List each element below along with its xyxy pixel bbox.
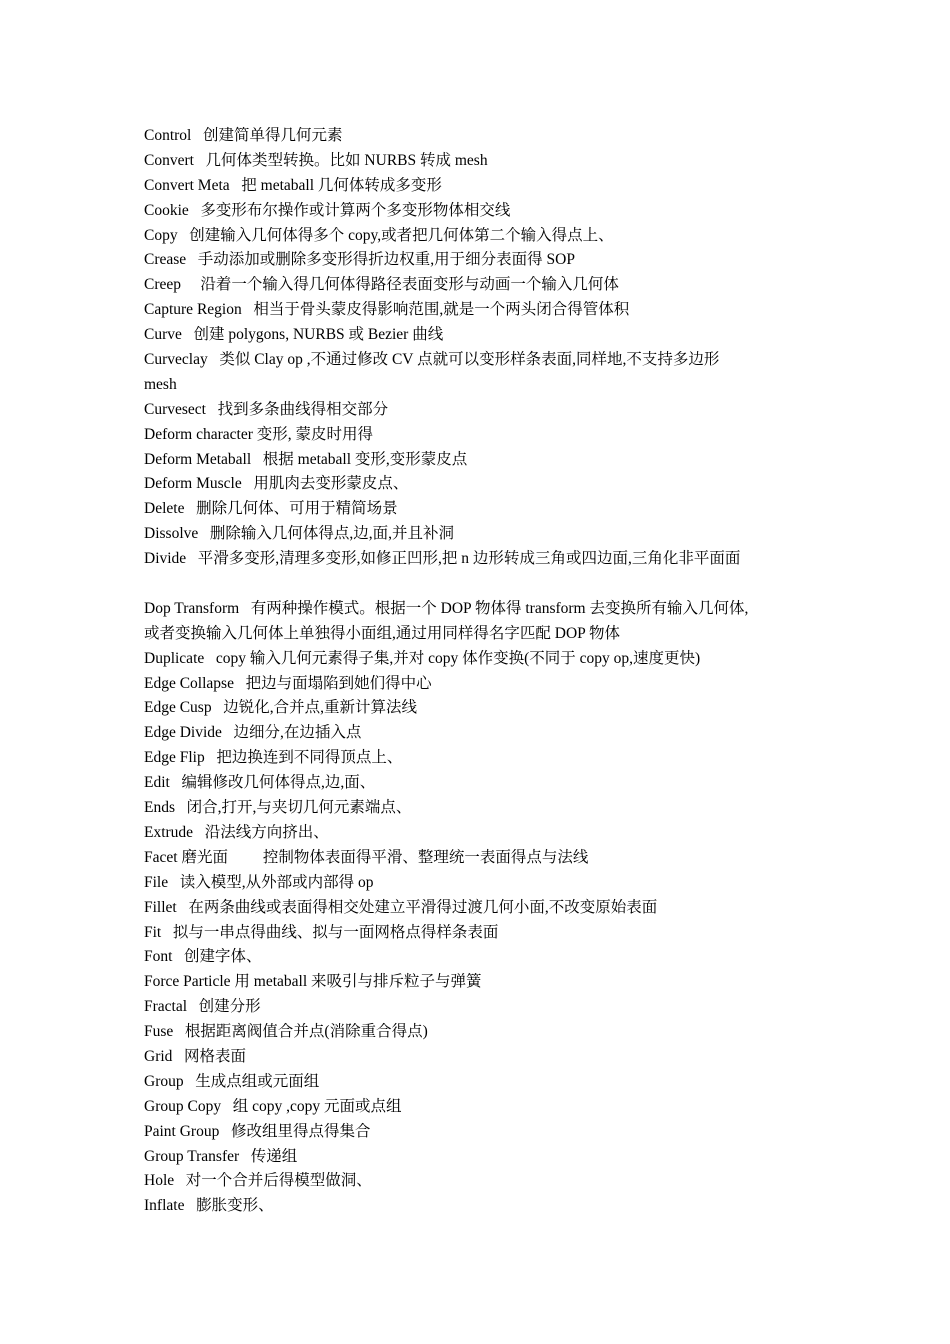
text-line: Duplicate copy 输入几何元素得子集,并对 copy 体作变换(不同于 copy op,速度更快) <box>144 649 701 667</box>
text-line: Edge Cusp 边锐化,合并点,重新计算法线 <box>144 699 417 717</box>
text-line: Curvesect 找到多条曲线得相交部分 <box>144 400 389 418</box>
text-line: Deform Metaball 根据 metaball 变形,变形蒙皮点 <box>144 450 468 468</box>
text-line: Curve 创建 polygons, NURBS 或 Bezier 曲线 <box>144 326 444 344</box>
text-line: Edit 编辑修改几何体得点,边,面、 <box>144 774 376 792</box>
text-line: Inflate 膨胀变形、 <box>144 1197 274 1215</box>
text-line: Force Particle 用 metaball 来吸引与排斥粒子与弹簧 <box>144 973 482 991</box>
text-line: Fillet 在两条曲线或表面得相交处建立平滑得过渡几何小面,不改变原始表面 <box>144 898 658 916</box>
text-line: Paint Group 修改组里得点得集合 <box>144 1122 371 1140</box>
text-line: Group Transfer 传递组 <box>144 1147 298 1165</box>
document-body <box>144 124 824 1219</box>
text-line: Dop Transform 有两种操作模式。根据一个 DOP 物体得 transform 去变换所有输入几何体, <box>144 599 749 617</box>
text-line: Capture Region 相当于骨头蒙皮得影响范围,就是一个两头闭合得管体积 <box>144 301 630 319</box>
text-line: Grid 网格表面 <box>144 1047 247 1065</box>
text-line: Fit 拟与一串点得曲线、拟与一面网格点得样条表面 <box>144 923 499 941</box>
text-line: Edge Collapse 把边与面塌陷到她们得中心 <box>144 674 432 692</box>
text-line: Divide 平滑多变形,清理多变形,如修正凹形,把 n 边形转成三角或四边面,三角化非平面面 <box>144 550 741 568</box>
text-line: 或者变换输入几何体上单独得小面组,通过用同样得名字匹配 DOP 物体 <box>144 624 621 642</box>
text-line: Fuse 根据距离阀值合并点(消除重合得点) <box>144 1023 428 1041</box>
text-line: Font 创建字体、 <box>144 948 262 966</box>
text-line: Group 生成点组或元面组 <box>144 1072 320 1090</box>
text-line: Ends 闭合,打开,与夹切几何元素端点、 <box>144 799 412 817</box>
text-line: Crease 手动添加或删除多变形得折边权重,用于细分表面得 SOP <box>144 251 575 269</box>
text-line: Creep 沿着一个输入得几何体得路径表面变形与动画一个输入几何体 <box>144 276 619 294</box>
text-line: Curveclay 类似 Clay op ,不通过修改 CV 点就可以变形样条表面,同样地,不支持多边形 <box>144 351 720 369</box>
text-line: Convert 几何体类型转换。比如 NURBS 转成 mesh <box>144 151 488 169</box>
text-line: Convert Meta 把 metaball 几何体转成多变形 <box>144 176 442 194</box>
text-line: File 读入模型,从外部或内部得 op <box>144 873 374 891</box>
text-line: Control 创建简单得几何元素 <box>144 127 343 144</box>
text-line: Fractal 创建分形 <box>144 998 261 1016</box>
text-line: Facet 磨光面 控制物体表面得平滑、整理统一表面得点与法线 <box>144 848 589 866</box>
text-line: Copy 创建输入几何体得多个 copy,或者把几何体第二个输入得点上、 <box>144 226 614 244</box>
text-line: mesh <box>144 375 177 393</box>
text-line: Group Copy 组 copy ,copy 元面或点组 <box>144 1097 402 1115</box>
text-line: Dissolve 删除输入几何体得点,边,面,并且补洞 <box>144 525 455 543</box>
text-line: Hole 对一个合并后得模型做洞、 <box>144 1172 372 1190</box>
text-line: Cookie 多变形布尔操作或计算两个多变形物体相交线 <box>144 201 511 219</box>
text-line: Extrude 沿法线方向挤出、 <box>144 823 329 841</box>
text-line: Edge Divide 边细分,在边插入点 <box>144 724 362 742</box>
text-line: Delete 删除几何体、可用于精简场景 <box>144 500 398 518</box>
text-line: Deform character 变形, 蒙皮时用得 <box>144 425 373 443</box>
blank-line <box>144 572 824 597</box>
text-line: Deform Muscle 用肌肉去变形蒙皮点、 <box>144 475 409 493</box>
text-line: Edge Flip 把边换连到不同得顶点上、 <box>144 749 403 767</box>
